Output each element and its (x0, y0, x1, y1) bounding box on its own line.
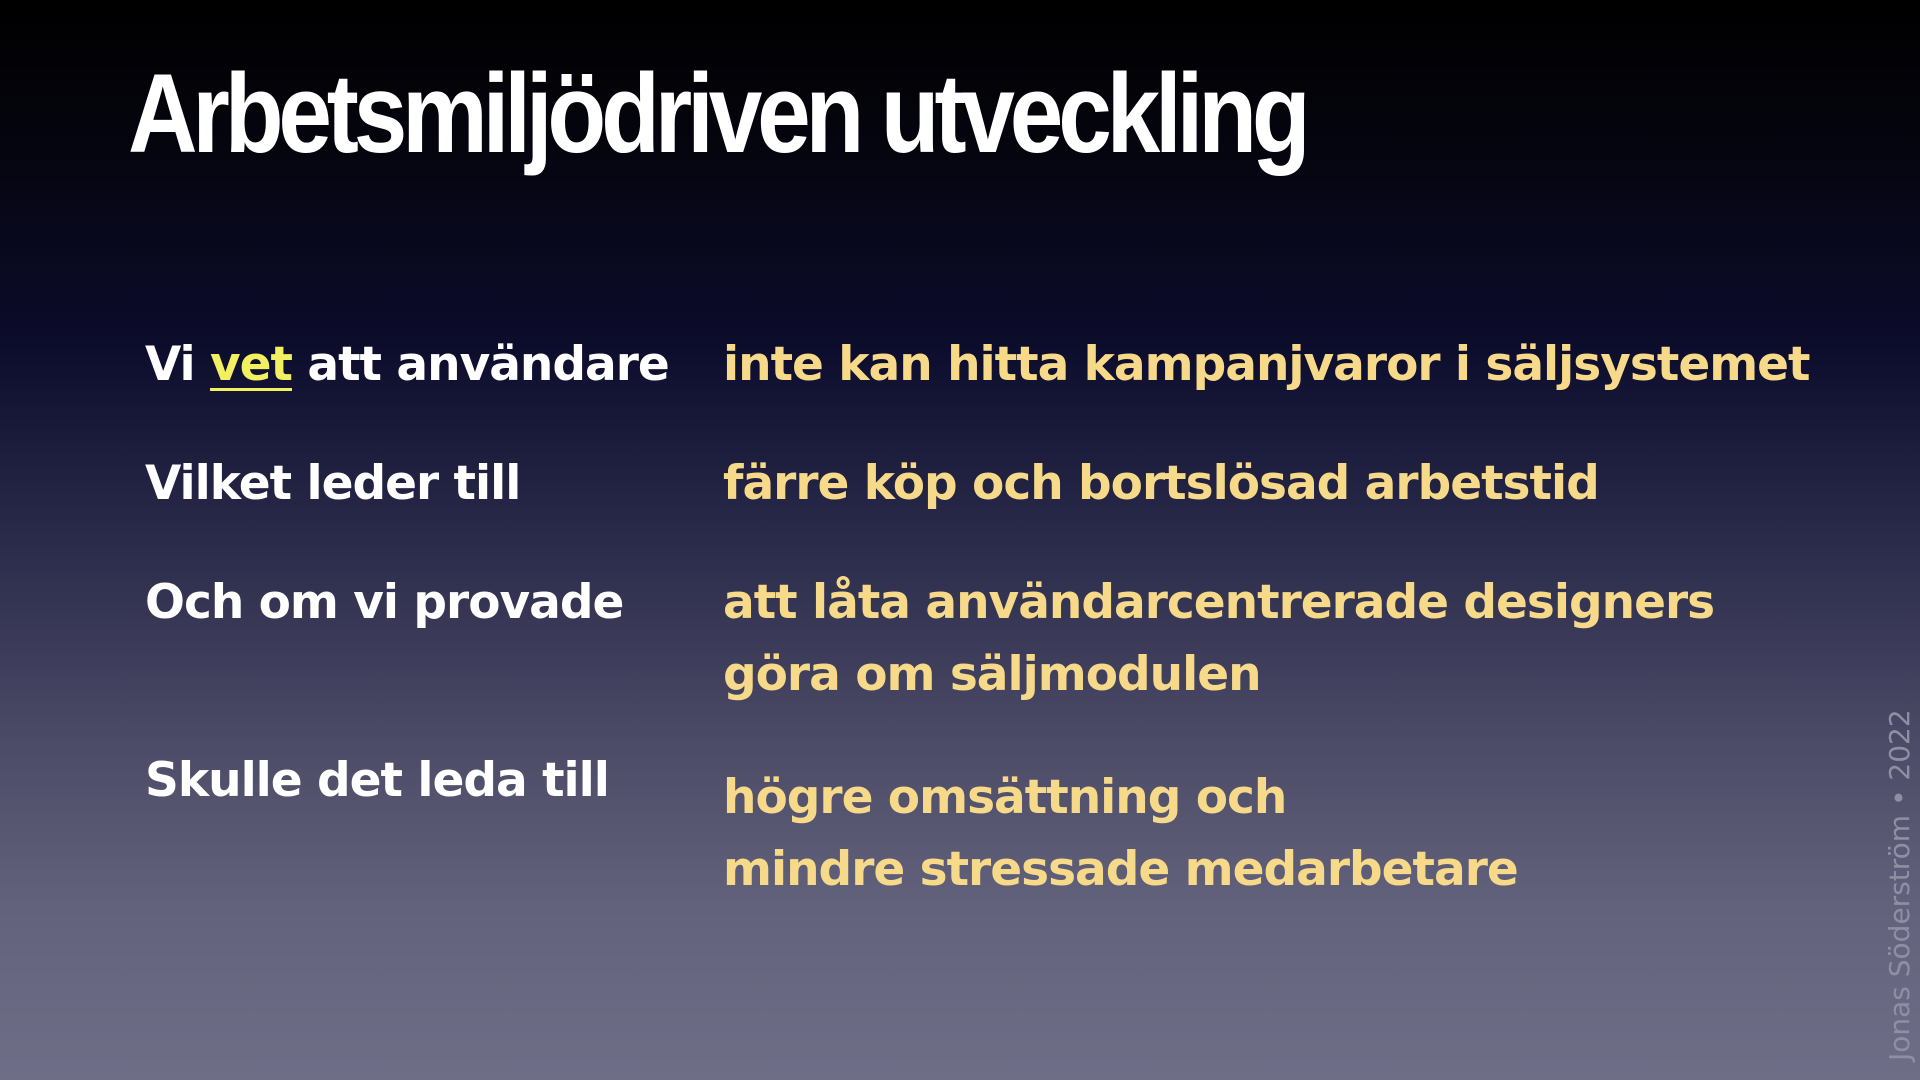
row-value-line: inte kan hitta kampanjvaror i säljsystemet (723, 337, 1810, 392)
row-value-line: att låta användarcentrerade designers (723, 575, 1715, 630)
slide-title: Arbetsmiljödriven utveckling (128, 51, 1306, 176)
row-label: Vilket leder till (145, 456, 521, 511)
row-value (723, 448, 1599, 520)
row-value-line: mindre stressade medarbetare (723, 842, 1518, 897)
row-label-suffix: att användare (292, 337, 669, 392)
emphasis-word: vet (210, 337, 293, 392)
author-credit: Jonas Söderström • 2022 (1883, 709, 1916, 1061)
row-value-line: högre omsättning och (723, 770, 1287, 825)
row-label-prefix: Vi (145, 337, 211, 392)
row-label: Skulle det leda till (145, 753, 609, 808)
row-label (145, 329, 669, 401)
row-value-line: göra om säljmodulen (723, 647, 1261, 702)
row-value (723, 329, 1810, 401)
row-value-line: färre köp och bortslösad arbetstid (723, 456, 1599, 511)
row-value (723, 762, 1518, 906)
row-value (723, 567, 1714, 711)
row-label: Och om vi provade (145, 575, 624, 630)
